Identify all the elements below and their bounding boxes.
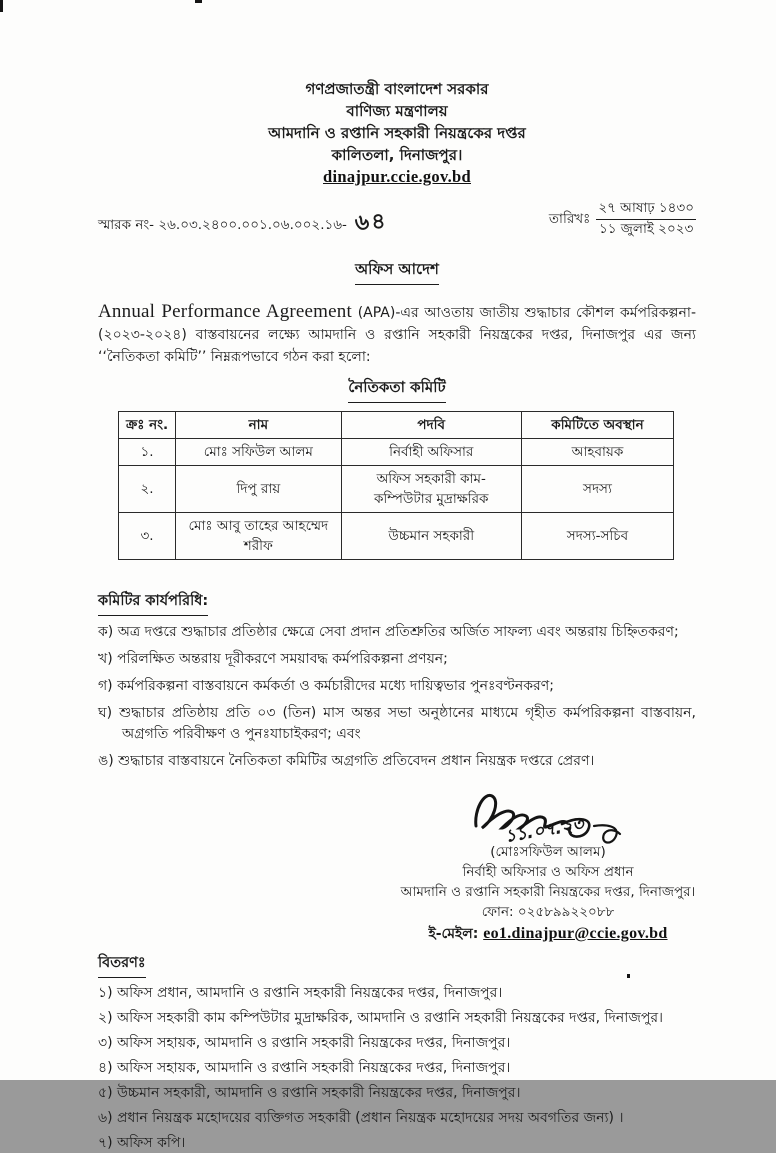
scope-item: ক) অত্র দপ্তরে শুদ্ধাচার প্রতিষ্ঠার ক্ষেত্রে সেবা প্রদান প্রতিশ্রুতির অর্জিত সাফল্য এবং অন্তরায় চিহ্নিতকরণ; <box>98 624 679 640</box>
scope-item: গ) কর্মপরিকল্পনা বাস্তবায়নে কর্মকর্তা ও কর্মচারীদের মধ্যে দায়িত্বভার পুনঃবণ্টনকরণ; <box>98 678 554 694</box>
committee-table-wrap <box>118 411 674 560</box>
committee-table <box>118 411 674 560</box>
email-link[interactable]: eo1.dinajpur@ccie.gov.bd <box>483 925 668 942</box>
cell-position: সদস্য-সচিব <box>521 513 673 560</box>
order-title-wrap <box>98 258 696 285</box>
signer-phone: ফোন: ০২৫৮৯৯২২০৮৮ <box>481 904 615 920</box>
signature-scrawl <box>376 786 720 850</box>
memo-number-handwritten: ৬৪ <box>354 208 389 237</box>
email-line <box>376 924 720 944</box>
cell-name: মোঃ সফিউল আলম <box>176 439 341 466</box>
distribution-item: ৬) প্রধান নিয়ন্ত্রক মহোদয়ের ব্যক্তিগত সহকারী (প্রধান নিয়ন্ত্রক মহোদয়ের সদয় অবগতির জন্য) । <box>98 1110 624 1126</box>
ministry-name: বাণিজ্য মন্ত্রণালয় <box>346 102 448 120</box>
scope-item: ঙ) শুদ্ধাচার বাস্তবায়নে নৈতিকতা কমিটির অগ্রগতি প্রতিবেদন প্রধান নিয়ন্ত্রক দপ্তরে প্রেরণ। <box>98 753 595 769</box>
scope-section <box>98 590 696 772</box>
letterhead <box>98 78 696 189</box>
distribution-item: ১) অফিস প্রধান, আমদানি ও রপ্তানি সহকারী নিয়ন্ত্রকের দপ্তর, দিনাজপুর। <box>98 985 503 1001</box>
date-block <box>549 199 696 239</box>
date-label: তারিখঃ <box>548 210 591 227</box>
office-address: কালিতলা, দিনাজপুর। <box>331 146 463 164</box>
government-name: গণপ্রজাতন্ত্রী বাংলাদেশ সরকার <box>305 80 489 98</box>
table-row <box>119 513 674 560</box>
distribution-item: ৪) অফিস সহায়ক, আমদানি ও রপ্তানি সহকারী নিয়ন্ত্রকের দপ্তর, দিনাজপুর। <box>98 1060 511 1076</box>
date-stack <box>596 199 696 239</box>
cell-name: মোঃ আবু তাহের আহম্মেদ শরীফ <box>176 513 341 560</box>
col-header-position: কমিটিতে অবস্থান <box>521 412 673 439</box>
website-link[interactable]: dinajpur.ccie.gov.bd <box>323 167 471 186</box>
table-header-row <box>119 412 674 439</box>
cell-serial: ১. <box>119 439 176 466</box>
body-paragraph <box>98 301 696 368</box>
email-label: ই-মেইল: <box>428 926 479 942</box>
scan-artifact <box>195 0 202 3</box>
cell-serial: ৩. <box>119 513 176 560</box>
memo-row <box>98 199 696 242</box>
order-title: অফিস আদেশ <box>355 258 439 285</box>
apa-english-text: Annual Performance Agreement <box>98 301 352 322</box>
date-gregorian: ১১ জুলাই ২০২৩ <box>599 221 694 237</box>
distribution-item: ৭) অফিস কপি। <box>98 1135 186 1151</box>
scan-artifact <box>0 0 3 12</box>
memo-number-label: স্মারক নং- ২৬.০৩.২৪০০.০০১.০৬.০০২.১৬- <box>98 217 347 233</box>
scan-artifact <box>627 974 630 978</box>
office-name: আমদানি ও রপ্তানি সহকারী নিয়ন্ত্রকের দপ্তর <box>268 124 526 142</box>
col-header-name: নাম <box>176 412 341 439</box>
signature-handwritten-date: ১১.০৭.২৩ <box>503 814 586 847</box>
cell-name: দিপু রায় <box>176 466 341 513</box>
cell-designation: অফিস সহকারী কাম-কম্পিউটার মুদ্রাক্ষরিক <box>341 466 521 513</box>
signature-ink-icon <box>454 786 644 850</box>
committee-title: নৈতিকতা কমিটি <box>348 376 445 403</box>
cell-serial: ২. <box>119 466 176 513</box>
table-row <box>119 439 674 466</box>
scope-item: ঘ) শুদ্ধাচার প্রতিষ্ঠায় প্রতি ০৩ (তিন) মাস অন্তর সভা অনুষ্ঠানের মাধ্যমে গৃহীত কর্মপরিকল্পনা বাস্তবায়ন, অগ্রগতি পরিবীক্ষণ ও পুনঃযাচাইকরণ; এবং <box>98 705 696 742</box>
distribution-item: ৩) অফিস সহায়ক, আমদানি ও রপ্তানি সহকারী নিয়ন্ত্রকের দপ্তর, দিনাজপুর। <box>98 1035 511 1051</box>
scope-item: খ) পরিলক্ষিত অন্তরায় দূরীকরণে সময়াবদ্ধ কর্মপরিকল্পনা প্রণয়ন; <box>98 651 448 667</box>
distribution-item: ৫) উচ্চমান সহকারী, আমদানি ও রপ্তানি সহকারী নিয়ন্ত্রকের দপ্তর, দিনাজপুর। <box>98 1085 521 1101</box>
distribution-section <box>98 952 696 1153</box>
scope-title: কমিটির কার্যপরিধি: <box>98 590 208 616</box>
committee-title-wrap <box>98 376 696 403</box>
distribution-item: ২) অফিস সহকারী কাম কম্পিউটার মুদ্রাক্ষরিক, আমদানি ও রপ্তানি সহকারী নিয়ন্ত্রকের দপ্তর, দিনাজপুর। <box>98 1010 664 1026</box>
signer-name: (মোঃসফিউল আলম) <box>490 844 606 860</box>
paragraph-bangla-text: (APA)-এর আওতায় জাতীয় শুদ্ধাচার কৌশল কর্মপরিকল্পনা-(২০২৩-২০২৪) বাস্তবায়নের লক্ষ্যে আমদানি ও রপ্তানি সহকারী নিয়ন্ত্রকের দপ্তর, দিনাজপুর এর জন্য ‘‘নৈতিকতা কমিটি’’ নিম্নরূপভাবে গঠন করা হলো: <box>98 305 696 365</box>
distribution-title: বিতরণঃ <box>98 952 146 978</box>
cell-designation: উচ্চমান সহকারী <box>341 513 521 560</box>
memo-number <box>98 199 388 242</box>
cell-position: আহবায়ক <box>521 439 673 466</box>
col-header-designation: পদবি <box>341 412 521 439</box>
website-line <box>98 166 696 189</box>
signature-block <box>376 786 720 944</box>
col-header-serial: ক্রঃ নং. <box>119 412 176 439</box>
signer-office: আমদানি ও রপ্তানি সহকারী নিয়ন্ত্রকের দপ্তর, দিনাজপুর। <box>400 884 696 900</box>
table-row <box>119 466 674 513</box>
cell-designation: নির্বাহী অফিসার <box>341 439 521 466</box>
date-bangla: ২৭ আষাঢ় ১৪৩০ <box>596 199 696 220</box>
signer-designation: নির্বাহী অফিসার ও অফিস প্রধান <box>462 864 634 880</box>
cell-position: সদস্য <box>521 466 673 513</box>
